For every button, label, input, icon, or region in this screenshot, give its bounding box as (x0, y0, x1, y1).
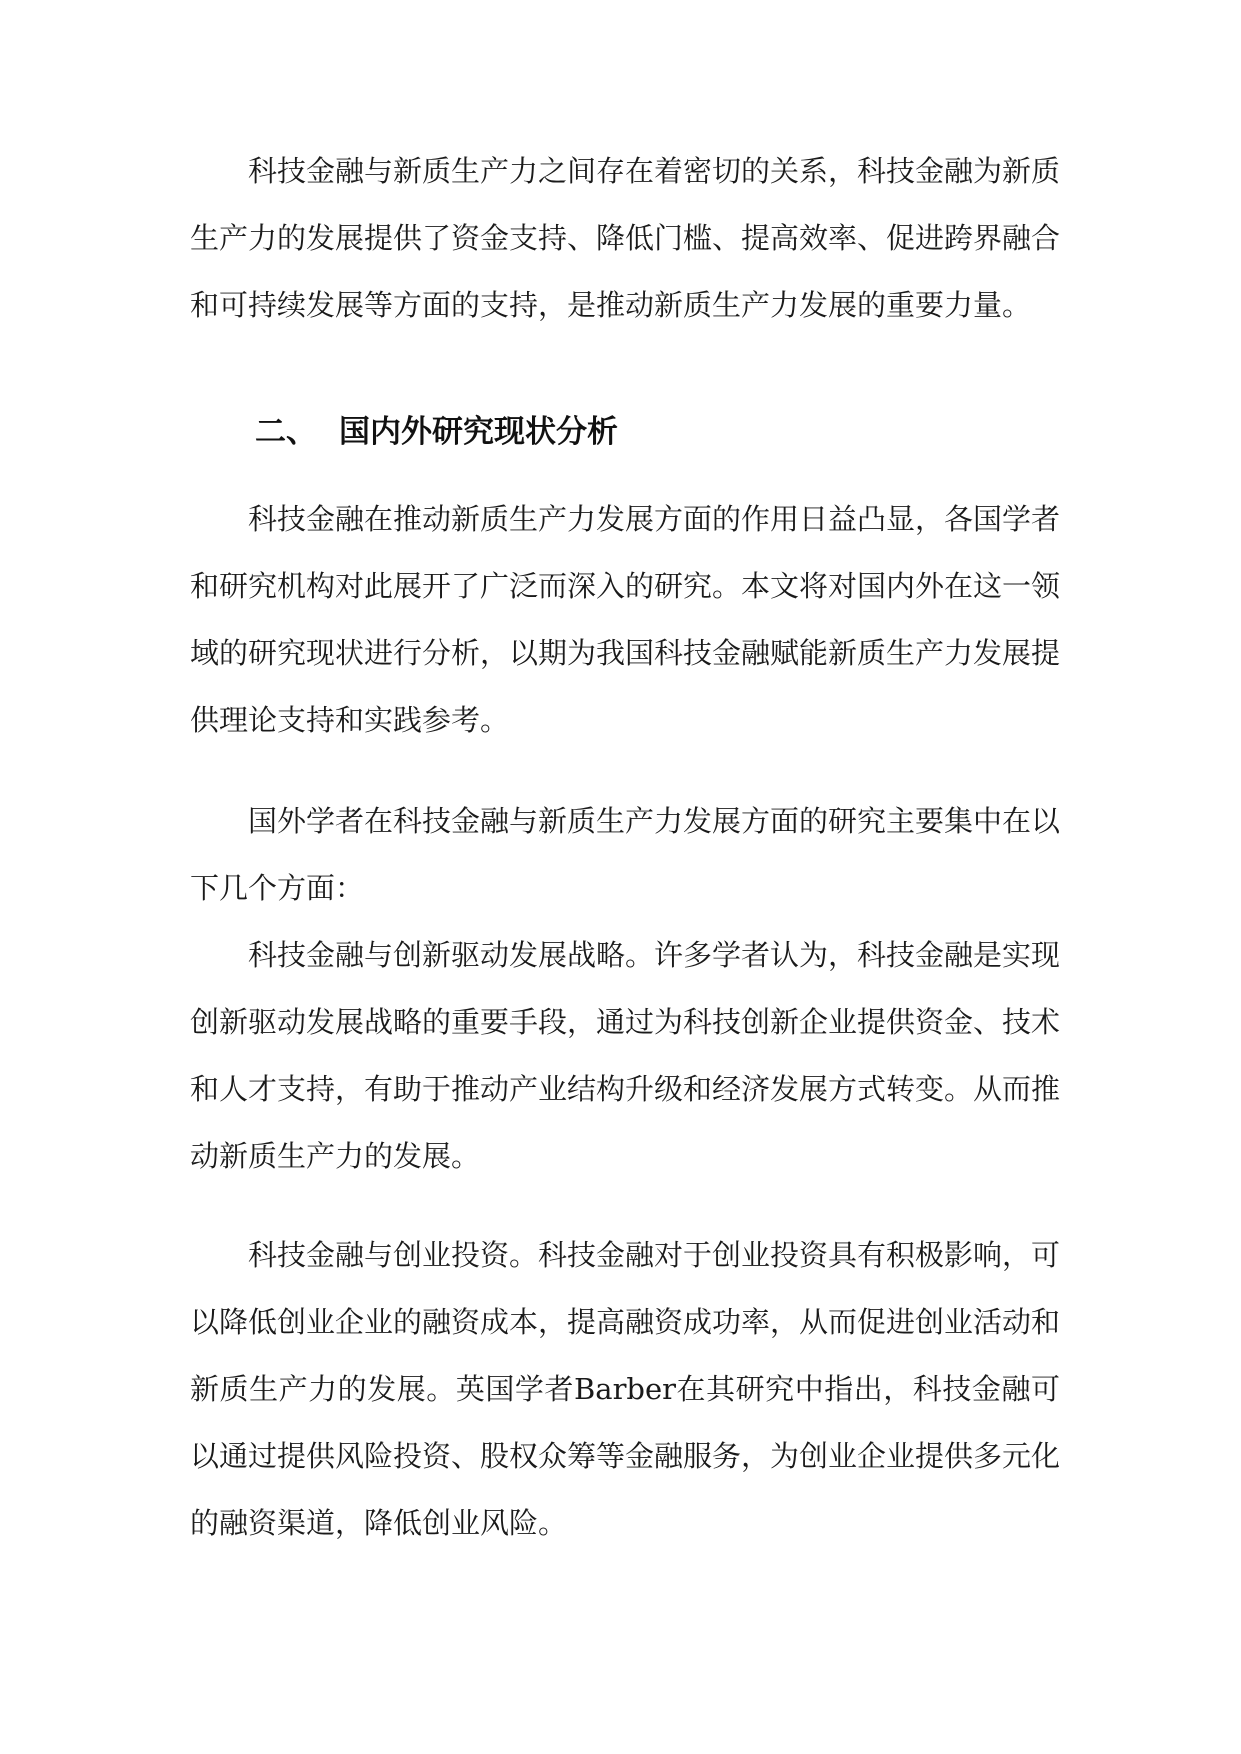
paragraph-research-overview: 科技金融在推动新质生产力发展方面的作用日益凸显，各国学者和研究机构对此展开了广泛而深入的研究。本文将对国内外在这一领域的研究现状进行分析，以期为我国科技金融赋能新质生产力发展提供理论支持和实践参考。 (190, 502, 1061, 737)
section-number: 二、 (255, 414, 317, 450)
paragraph-foreign-research-intro: 国外学者在科技金融与新质生产力发展方面的研究主要集中在以下几个方面： (190, 804, 1061, 905)
section-title: 国内外研究现状分析 (339, 414, 618, 450)
paragraph-venture-investment: 科技金融与创业投资。科技金融对于创业投资具有积极影响，可以降低创业企业的融资成本，提高融资成功率，从而促进创业活动和新质生产力的发展。英国学者Barber在其研究中指出，科技金融可以通过提供风险投资、股权众筹等金融服务，为创业企业提供多元化的融资渠道，降低创业风险。 (190, 1238, 1061, 1540)
paragraph-relationship: 科技金融与新质生产力之间存在着密切的关系，科技金融为新质生产力的发展提供了资金支持、降低门槛、提高效率、促进跨界融合和可持续发展等方面的支持，是推动新质生产力发展的重要力量。 (190, 154, 1061, 322)
paragraph-innovation-strategy: 科技金融与创新驱动发展战略。许多学者认为，科技金融是实现创新驱动发展战略的重要手段，通过为科技创新企业提供资金、技术和人才支持，有助于推动产业结构升级和经济发展方式转变。从而推动新质生产力的发展。 (190, 938, 1061, 1173)
section-heading (255, 402, 618, 462)
